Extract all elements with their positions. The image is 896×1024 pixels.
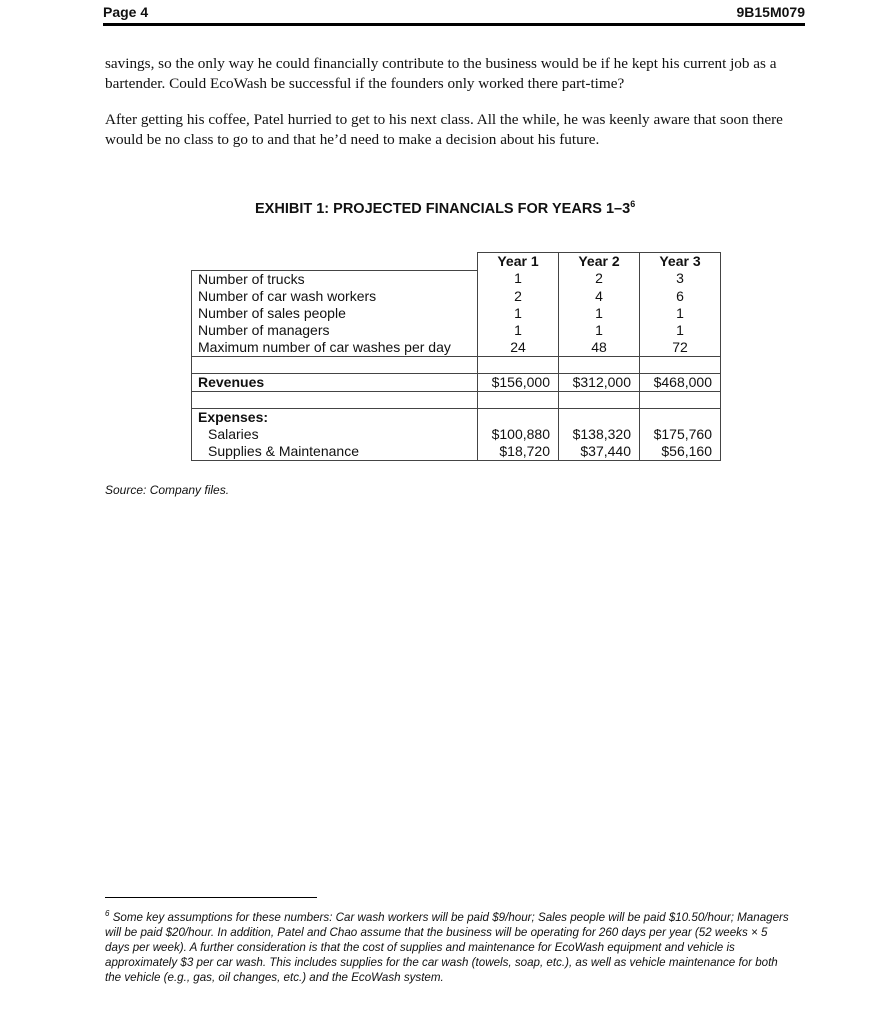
cell: 1 — [640, 305, 721, 322]
row-label: Number of car wash workers — [192, 288, 478, 305]
cell: 1 — [559, 305, 640, 322]
cell: $468,000 — [640, 373, 721, 391]
table-row — [192, 305, 721, 322]
cell: $312,000 — [559, 373, 640, 391]
spacer-row — [192, 391, 721, 408]
cell: $18,720 — [478, 443, 559, 461]
table-row — [192, 270, 721, 288]
cell: 2 — [559, 270, 640, 288]
cell: 1 — [478, 270, 559, 288]
cell: 1 — [478, 322, 559, 339]
exhibit-footnote-ref: 6 — [630, 199, 636, 209]
financials-table — [191, 252, 721, 461]
row-label: Number of managers — [192, 322, 478, 339]
cell: 1 — [559, 322, 640, 339]
cell: $138,320 — [559, 426, 640, 443]
cell: $175,760 — [640, 426, 721, 443]
body-paragraph-2: After getting his coffee, Patel hurried to get to his next class. All the while, he was keenly aware that soon there would be no class to go to and that he’d need to make a decision about his future. — [105, 111, 783, 148]
row-label: Maximum number of car washes per day — [192, 339, 478, 357]
table-row — [192, 443, 721, 461]
row-label: Number of sales people — [192, 305, 478, 322]
row-label: Supplies & Maintenance — [192, 443, 478, 461]
case-code: 9B15M079 — [736, 4, 805, 20]
table-header-row — [192, 253, 721, 271]
footnote-marker: 6 — [105, 909, 110, 918]
page-header — [103, 4, 805, 26]
column-header-year-1: Year 1 — [478, 253, 559, 271]
table-row — [192, 288, 721, 305]
column-header-year-2: Year 2 — [559, 253, 640, 271]
cell: 1 — [640, 322, 721, 339]
row-label: Salaries — [192, 426, 478, 443]
footnote-divider — [105, 897, 317, 898]
cell: 3 — [640, 270, 721, 288]
cell: 24 — [478, 339, 559, 357]
column-header-year-3: Year 3 — [640, 253, 721, 271]
cell: $156,000 — [478, 373, 559, 391]
cell: 72 — [640, 339, 721, 357]
revenues-row — [192, 373, 721, 391]
cell: 48 — [559, 339, 640, 357]
cell: 6 — [640, 288, 721, 305]
exhibit-title — [0, 199, 896, 217]
table-row — [192, 322, 721, 339]
table-row — [192, 339, 721, 357]
cell: 4 — [559, 288, 640, 305]
row-label: Revenues — [192, 373, 478, 391]
footnote-text: Some key assumptions for these numbers: Car wash workers will be paid $9/hour; Sales people will be paid $10.50/hour; Managers will be paid $20/hour. In addition, Patel and Chao assume that the business will be operating for 260 days per year (52 weeks × 5 days per week). A further consideration is that the cost of supplies and maintenance for EcoWash equipment and vehicle is approximately $3 per car wash. This includes supplies for the car wash (towels, soap, etc.), as well as vehicle maintenance for both the vehicle (e.g., gas, oil changes, etc.) and the EcoWash system. — [105, 910, 789, 984]
cell: $37,440 — [559, 443, 640, 461]
body-paragraph-1: savings, so the only way he could financially contribute to the business would be if he kept his current job as a bartender. Could EcoWash be successful if the founders only worked there part-time? — [105, 55, 777, 92]
cell: $100,880 — [478, 426, 559, 443]
exhibit-title-text: EXHIBIT 1: PROJECTED FINANCIALS FOR YEARS 1–3 — [255, 200, 631, 217]
row-label: Number of trucks — [192, 270, 478, 288]
footnote — [105, 906, 795, 985]
cell: 1 — [478, 305, 559, 322]
table-row — [192, 426, 721, 443]
expenses-heading-row — [192, 408, 721, 426]
source-note: Source: Company files. — [105, 483, 230, 497]
cell: $56,160 — [640, 443, 721, 461]
cell: 2 — [478, 288, 559, 305]
spacer-row — [192, 356, 721, 373]
page-number: Page 4 — [103, 4, 149, 20]
row-label: Expenses: — [192, 408, 478, 426]
